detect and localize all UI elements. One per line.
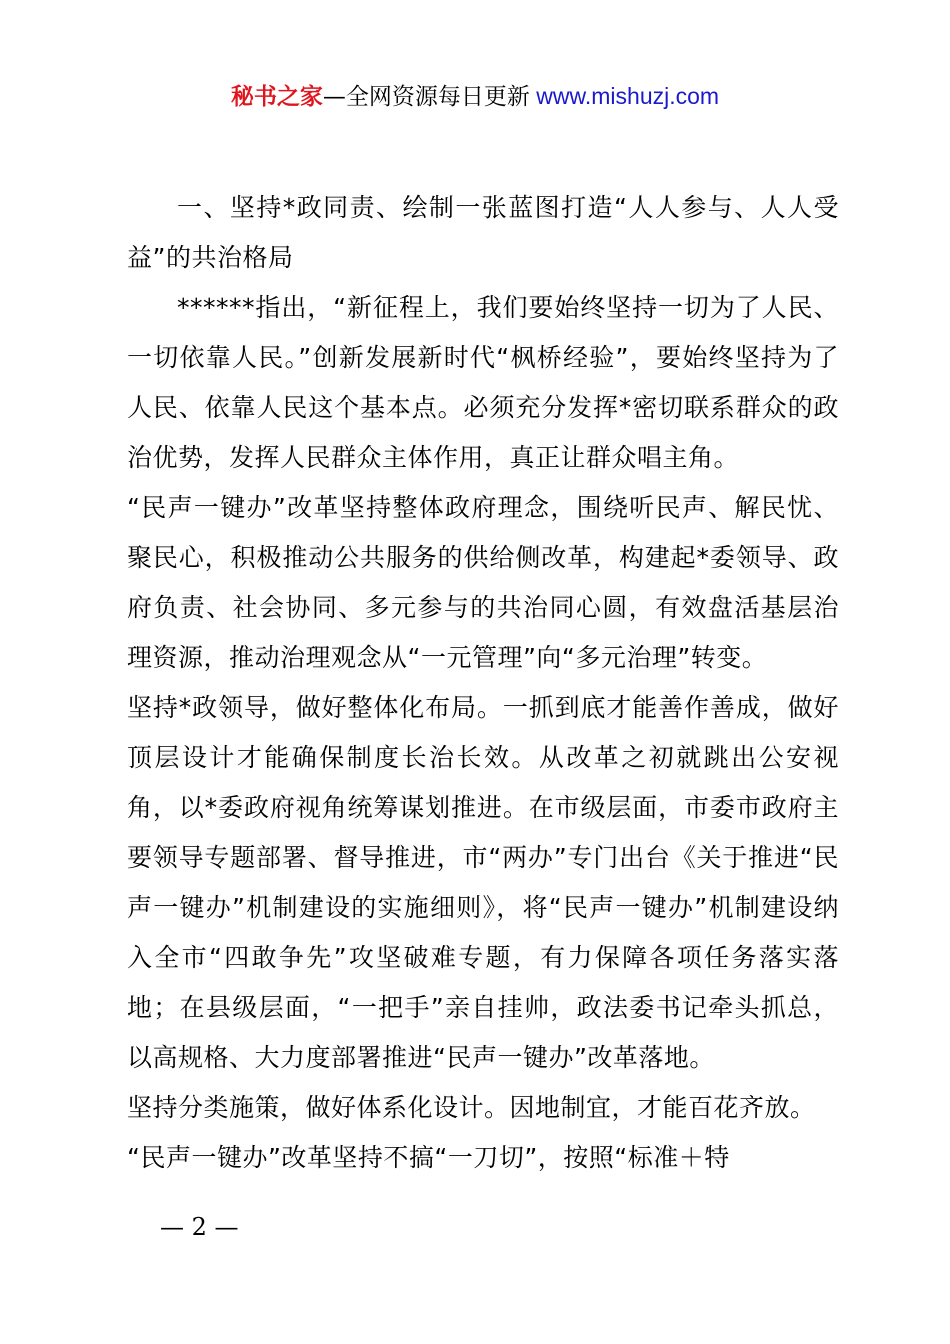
- site-url-link[interactable]: www.mishuzj.com: [529, 83, 720, 109]
- document-body: [127, 183, 839, 1183]
- paragraph: 坚持*政领导，做好整体化布局。一抓到底才能善作善成，做好顶层设计才能确保制度长治长效。从改革之初就跳出公安视角，以*委政府视角统筹谋划推进。在市级层面，市委市政府主要领导专题部署、督导推进，市“两办”专门出台《关于推进“民声一键办”机制建设的实施细则》，将“民声一键办”机制建设纳入全市“四敢争先”攻坚破难专题，有力保障各项任务落实落地；在县级层面，“一把手”亲自挂帅，政法委书记牵头抓总，以高规格、大力度部署推进“民声一键办”改革落地。: [127, 693, 839, 1072]
- paragraph: ******指出，“新征程上，我们要始终坚持一切为了人民、一切依靠人民。”创新发展新时代“枫桥经验”，要始终坚持为了人民、依靠人民这个基本点。必须充分发挥*密切联系群众的政治优势，发挥人民群众主体作用，真正让群众唱主角。: [127, 293, 839, 472]
- paragraph: “民声一键办”改革坚持整体政府理念，围绕听民声、解民忧、聚民心，积极推动公共服务的供给侧改革，构建起*委领导、政府负责、社会协同、多元参与的共治同心圆，有效盘活基层治理资源，推动治理观念从“一元管理”向“多元治理”转变。: [127, 493, 839, 672]
- site-header: [0, 80, 950, 113]
- header-tagline: —全网资源每日更新: [322, 84, 530, 110]
- paragraph: “民声一键办”改革坚持不搞“一刀切”，按照“标准＋特: [127, 1143, 730, 1172]
- brand-name: 秘书之家: [230, 84, 323, 110]
- paragraph: 坚持分类施策，做好体系化设计。因地制宜，才能百花齐放。: [127, 1093, 816, 1122]
- page-number: — 2 —: [160, 1213, 239, 1241]
- section-heading: 一、坚持*政同责、绘制一张蓝图打造“人人参与、人人受益”的共治格局: [127, 193, 839, 272]
